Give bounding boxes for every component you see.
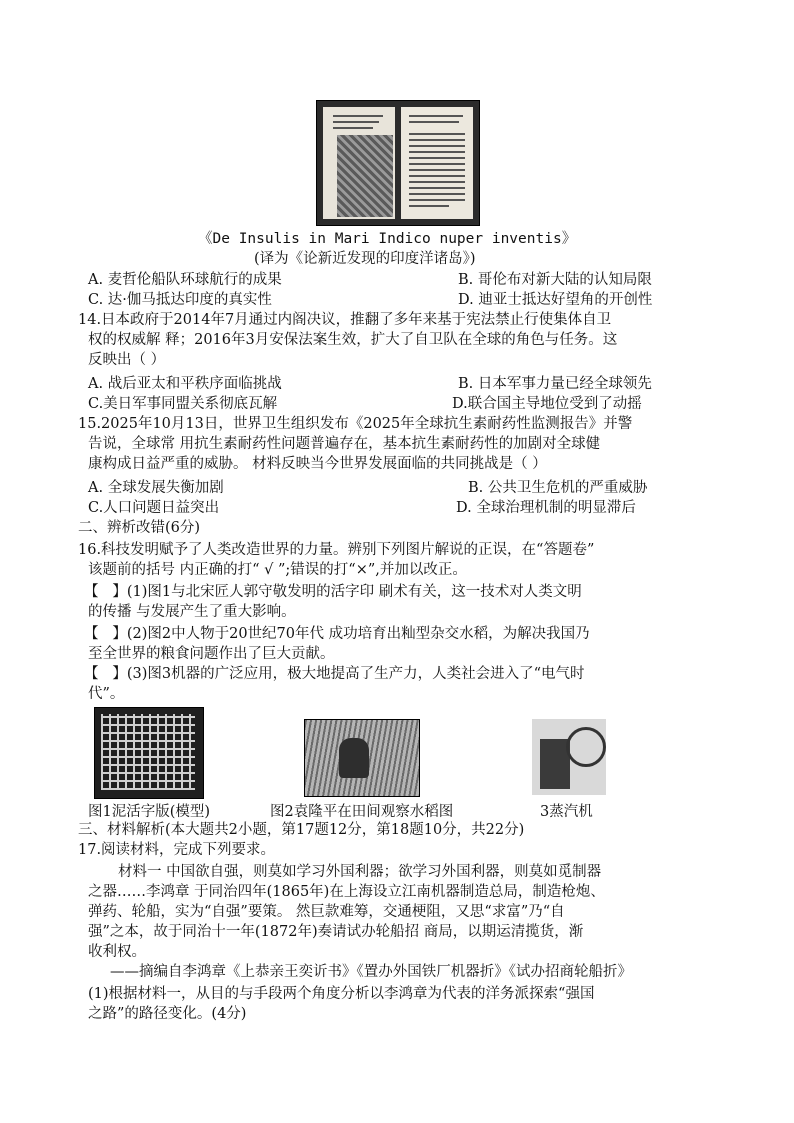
q17-subquestion1-line2: 之路”的路径变化。(4分)	[88, 1006, 247, 1022]
q15-option-a: A. 全球发展失衡加剧	[88, 480, 224, 496]
q16-item2-line2: 至全世界的粮食问题作出了巨大贡献。	[88, 646, 335, 662]
answer-bracket-open: 【	[84, 626, 99, 642]
q15-stem-line1: 15.2025年10月13日，世界卫生组织发布《2025年全球抗生素耐药性监测报告》并警	[78, 416, 633, 432]
q16-item3-line1: 【 】(3)图3机器的广泛应用，极大地提高了生产力，人类社会进入了“电气时	[84, 666, 585, 682]
answer-bracket-open: 【	[84, 584, 99, 600]
q14-stem-line2: 权的权威解 释；2016年3月安保法案生效，扩大了自卫队在全球的角色与任务。这	[88, 332, 618, 348]
q15-option-b: B. 公共卫生危机的严重威胁	[468, 480, 648, 496]
q17-material1-source: ——摘编自李鸿章《上恭亲王奕䜣书》《置办外国铁厂机器折》《试办招商轮船折》	[110, 964, 632, 980]
section2-heading: 二、辨析改错(6分)	[78, 520, 201, 536]
q16-item1-line1: 【 】(1)图1与北宋匠人郭守敬发明的活字印 刷术有关，这一技术对人类文明	[84, 584, 582, 600]
q14-option-b: B. 日本军事力量已经全球领先	[458, 376, 652, 392]
q14-option-d: D.联合国主导地位受到了动摇	[452, 396, 642, 412]
figure3-caption: 3蒸汽机	[540, 804, 593, 820]
q17-material1-line1: 材料一 中国欲自强，则莫如学习外国利器；欲学习外国利器，则莫如觅制器	[118, 864, 602, 880]
woodcut-illustration	[337, 135, 393, 217]
q16-item3-line2: 代”。	[88, 686, 125, 702]
q13-option-a: A. 麦哲伦船队环球航行的成果	[88, 272, 282, 288]
figure1-clay-type-photo	[94, 707, 204, 799]
q17-material1-line4: 强”之本，故于同治十一年(1872年)奏请试办轮船招 商局，以期运清揽货，渐	[88, 924, 584, 940]
section3-heading: 三、材料解析(本大题共2小题，第17题12分，第18题10分，共22分)	[78, 822, 525, 838]
q16-item1-line2: 的传播 与发展产生了重大影响。	[88, 604, 296, 620]
q14-option-c: C.美日军事同盟关系彻底瓦解	[88, 396, 278, 412]
q17-subquestion1-line1: (1)根据材料一，从目的与手段两个角度分析以李鸿章为代表的洋务派探索“强国	[88, 986, 595, 1002]
figure1-caption: 图1泥活字版(模型)	[88, 804, 211, 820]
q16-stem-line2: 该题前的括号 内正确的打“ √ ”;错误的打“×”,并加以改正。	[88, 562, 467, 578]
book-right-page	[401, 107, 473, 219]
answer-bracket-close: 】	[112, 584, 127, 600]
q16-item2-line1: 【 】(2)图2中人物于20世纪70年代 成功培育出籼型杂交水稻，为解决我国乃	[84, 626, 590, 642]
answer-bracket-close: 】	[112, 666, 127, 682]
figure2-caption: 图2袁隆平在田间观察水稻图	[270, 804, 454, 820]
q13-option-b: B. 哥伦布对新大陆的认知局限	[458, 272, 652, 288]
q13-option-d: D. 迪亚士抵达好望角的开创性	[458, 292, 653, 308]
book-caption-translation: (译为《论新近发现的印度洋诸岛》)	[254, 251, 476, 267]
q17-material1-line2: 之器……李鸿章 于同治四年(1865年)在上海设立江南机器制造总局，制造枪炮、	[88, 884, 605, 900]
q15-stem-line2: 告说，全球常 用抗生素耐药性问题普遍存在，基本抗生素耐药性的加剧对全球健	[88, 436, 601, 452]
q13-option-c: C. 达·伽马抵达印度的真实性	[88, 292, 272, 308]
q17-material1-line5: 收利权。	[88, 944, 146, 960]
q17-stem: 17.阅读材料，完成下列要求。	[78, 842, 276, 858]
q17-material1-line3: 弹药、轮船，实为“自强”要策。 然巨款难筹，交通梗阻，又思“求富”乃“自	[88, 904, 565, 920]
answer-bracket-open: 【	[84, 666, 99, 682]
q14-stem-line3: 反映出（ ）	[88, 352, 166, 368]
q14-stem-line1: 14.日本政府于2014年7月通过内阁决议，推翻了多年来基于宪法禁止行使集体自卫	[78, 312, 612, 328]
q16-stem-line1: 16.科技发明赋予了人类改造世界的力量。辨别下列图片解说的正误，在“答题卷”	[78, 542, 595, 558]
q14-option-a: A. 战后亚太和平秩序面临挑战	[88, 376, 282, 392]
q15-stem-line3: 康构成日益严重的威胁。 材料反映当今世界发展面临的共同挑战是（ ）	[88, 456, 547, 472]
book-caption-title: 《De Insulis in Mari Indico nuper inventis》	[198, 231, 577, 247]
book-photo	[316, 100, 480, 226]
figure2-yuan-longping-photo	[304, 719, 420, 797]
book-left-page	[323, 107, 395, 219]
q15-option-c: C.人口问题日益突出	[88, 500, 220, 516]
figure3-steam-engine-photo	[532, 719, 606, 795]
q15-option-d: D. 全球治理机制的明显滞后	[456, 500, 636, 516]
answer-bracket-close: 】	[112, 626, 127, 642]
